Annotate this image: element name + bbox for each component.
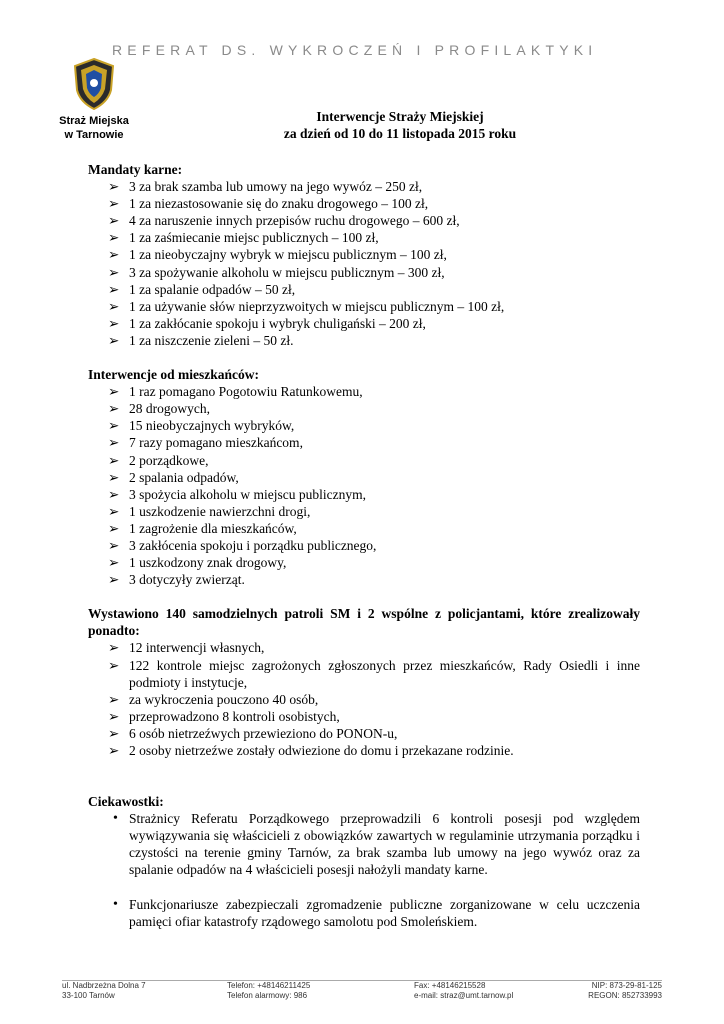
arrow-bullet-icon: ➢: [108, 264, 120, 280]
list-item: ➢ 2 spalania odpadów,: [108, 469, 239, 485]
list-item: ➢ 15 nieobyczajnych wybryków,: [108, 418, 295, 434]
list-item: ➢ 28 drogowych,: [108, 401, 210, 417]
list-item: ➢ 3 spożycia alkoholu w miejscu publicznym,: [108, 486, 366, 502]
list-item: ➢ 1 za niezastosowanie się do znaku drogowego – 100 zł,: [108, 196, 429, 212]
list-item: ➢ 2 porządkowe,: [108, 452, 209, 468]
arrow-bullet-icon: ➢: [108, 230, 120, 246]
section-heading-interwencje: Interwencje od mieszkańców:: [88, 367, 259, 383]
arrow-bullet-icon: ➢: [108, 435, 120, 451]
interwencje-list: [88, 383, 640, 588]
list-item: ➢ 3 zakłócenia spokoju i porządku publicznego,: [108, 537, 377, 553]
section-heading-mandaty: Mandaty karne:: [88, 162, 183, 177]
arrow-bullet-icon: ➢: [108, 452, 120, 468]
bullet-icon: •: [113, 811, 118, 827]
arrow-bullet-icon: ➢: [108, 332, 120, 348]
arrow-bullet-icon: ➢: [108, 179, 120, 195]
list-item: ➢ 1 za spalanie odpadów – 50 zł,: [108, 281, 296, 297]
arrow-bullet-icon: ➢: [108, 503, 120, 519]
city-guard-badge-icon: [72, 58, 116, 110]
list-item: ➢ 3 za spożywanie alkoholu w miejscu publicznym – 300 zł,: [108, 264, 445, 280]
arrow-bullet-icon: ➢: [108, 708, 120, 724]
footer-registry: NIP: 873-29-81-125 REGON: 852733993: [588, 981, 662, 1000]
list-item: ➢ 3 za brak szamba lub umowy na jego wywóz – 250 zł,: [108, 179, 423, 195]
organization-name: [50, 114, 138, 142]
document-body: [88, 161, 640, 930]
list-item: ➢ 1 za zakłócanie spokoju i wybryk chuligański – 200 zł,: [108, 315, 426, 331]
list-item: • Strażnicy Referatu Porządkowego przeprowadzili 6 kontroli posesji pod względem wywiązywania się właścicieli z obowiązków zawartych w regulaminie utrzymania porządku i czystości na terenie gminy Tarnów, za brak szamba lub umowy na jego wywóz oraz za spalanie odpadów na 4 właścicieli posesji nałożyli mandaty karne.: [113, 811, 640, 878]
arrow-bullet-icon: ➢: [108, 520, 120, 536]
list-item: ➢ 4 za naruszenie innych przepisów ruchu drogowego – 600 zł,: [108, 213, 460, 229]
ciekawostki-list: [88, 810, 640, 930]
list-item: • Funkcjonariusze zabezpieczali zgromadzenie publiczne zorganizowane w celu uczczenia pamięci ofiar katastrofy rządowego samolotu pod Smoleńskiem.: [113, 896, 640, 929]
arrow-bullet-icon: ➢: [108, 298, 120, 314]
footer-phones: Telefon: +48146211425 Telefon alarmowy: 986: [227, 981, 311, 1000]
org-line-2: w Tarnowie: [64, 129, 124, 141]
arrow-bullet-icon: ➢: [108, 418, 120, 434]
list-item: ➢ 1 uszkodzony znak drogowy,: [108, 555, 287, 571]
arrow-bullet-icon: ➢: [108, 657, 120, 673]
arrow-bullet-icon: ➢: [108, 640, 120, 656]
bullet-icon: •: [113, 896, 118, 912]
list-item: ➢ 1 raz pomagano Pogotowiu Ratunkowemu,: [108, 384, 363, 400]
list-item: ➢ 1 za niszczenie zieleni – 50 zł.: [108, 332, 294, 348]
arrow-bullet-icon: ➢: [108, 384, 120, 400]
arrow-bullet-icon: ➢: [108, 555, 120, 571]
list-item: ➢ za wykroczenia pouczono 40 osób,: [108, 691, 319, 707]
list-item: ➢ 3 dotyczyły zwierząt.: [108, 572, 245, 588]
list-item: ➢ 2 osoby nietrzeźwe zostały odwiezione do domu i przekazane rodzinie.: [108, 743, 514, 758]
section-heading-patrole: Wystawiono 140 samodzielnych patroli SM i 2 wspólne z policjantami, które zrealizowały ponadto:: [88, 606, 640, 639]
list-item: ➢ 12 interwencji własnych,: [108, 640, 265, 656]
list-item: ➢ 7 razy pomagano mieszkańcom,: [108, 435, 303, 451]
mandaty-list: [88, 178, 640, 349]
arrow-bullet-icon: ➢: [108, 743, 120, 758]
list-item: ➢ 1 za zaśmiecanie miejsc publicznych – 100 zł,: [108, 230, 379, 246]
arrow-bullet-icon: ➢: [108, 572, 120, 588]
list-item: ➢ 1 uszkodzenie nawierzchni drogi,: [108, 503, 311, 519]
arrow-bullet-icon: ➢: [108, 196, 120, 212]
page-footer: [62, 980, 662, 1011]
list-item: ➢ 1 zagrożenie dla mieszkańców,: [108, 520, 297, 536]
arrow-bullet-icon: ➢: [108, 401, 120, 417]
section-heading-ciekawostki: Ciekawostki:: [88, 794, 164, 810]
org-line-1: Straż Miejska: [59, 115, 129, 127]
footer-contact: Fax: +48146215528 e-mail: straz@umt.tarnow.pl: [414, 981, 514, 1000]
arrow-bullet-icon: ➢: [108, 691, 120, 707]
arrow-bullet-icon: ➢: [108, 281, 120, 297]
letterhead: REFERAT DS. WYKROCZEŃ I PROFILAKTYKI: [112, 42, 598, 58]
list-item: ➢ 1 za nieobyczajny wybryk w miejscu publicznym – 100 zł,: [108, 247, 447, 263]
document-title: Interwencje Straży Miejskiej: [316, 109, 484, 124]
arrow-bullet-icon: ➢: [108, 537, 120, 553]
list-item: ➢ 6 osób nietrzeźwych przewieziono do PONON-u,: [108, 725, 398, 741]
list-item: ➢ 122 kontrole miejsc zagrożonych zgłoszonych przez mieszkańców, Rady Osiedli i inne podmioty i instytucje,: [108, 657, 640, 690]
arrow-bullet-icon: ➢: [108, 469, 120, 485]
arrow-bullet-icon: ➢: [108, 213, 120, 229]
list-item: ➢ 1 za używanie słów nieprzyzwoitych w miejscu publicznym – 100 zł,: [108, 298, 505, 314]
arrow-bullet-icon: ➢: [108, 315, 120, 331]
list-item: ➢ przeprowadzono 8 kontroli osobistych,: [108, 708, 340, 724]
arrow-bullet-icon: ➢: [108, 486, 120, 502]
arrow-bullet-icon: ➢: [108, 247, 120, 263]
arrow-bullet-icon: ➢: [108, 725, 120, 741]
document-subtitle: za dzień od 10 do 11 listopada 2015 roku: [283, 126, 517, 141]
patrole-list: [88, 639, 640, 759]
footer-address: ul. Nadbrzeżna Dolna 7 33-100 Tarnów: [62, 981, 146, 1000]
